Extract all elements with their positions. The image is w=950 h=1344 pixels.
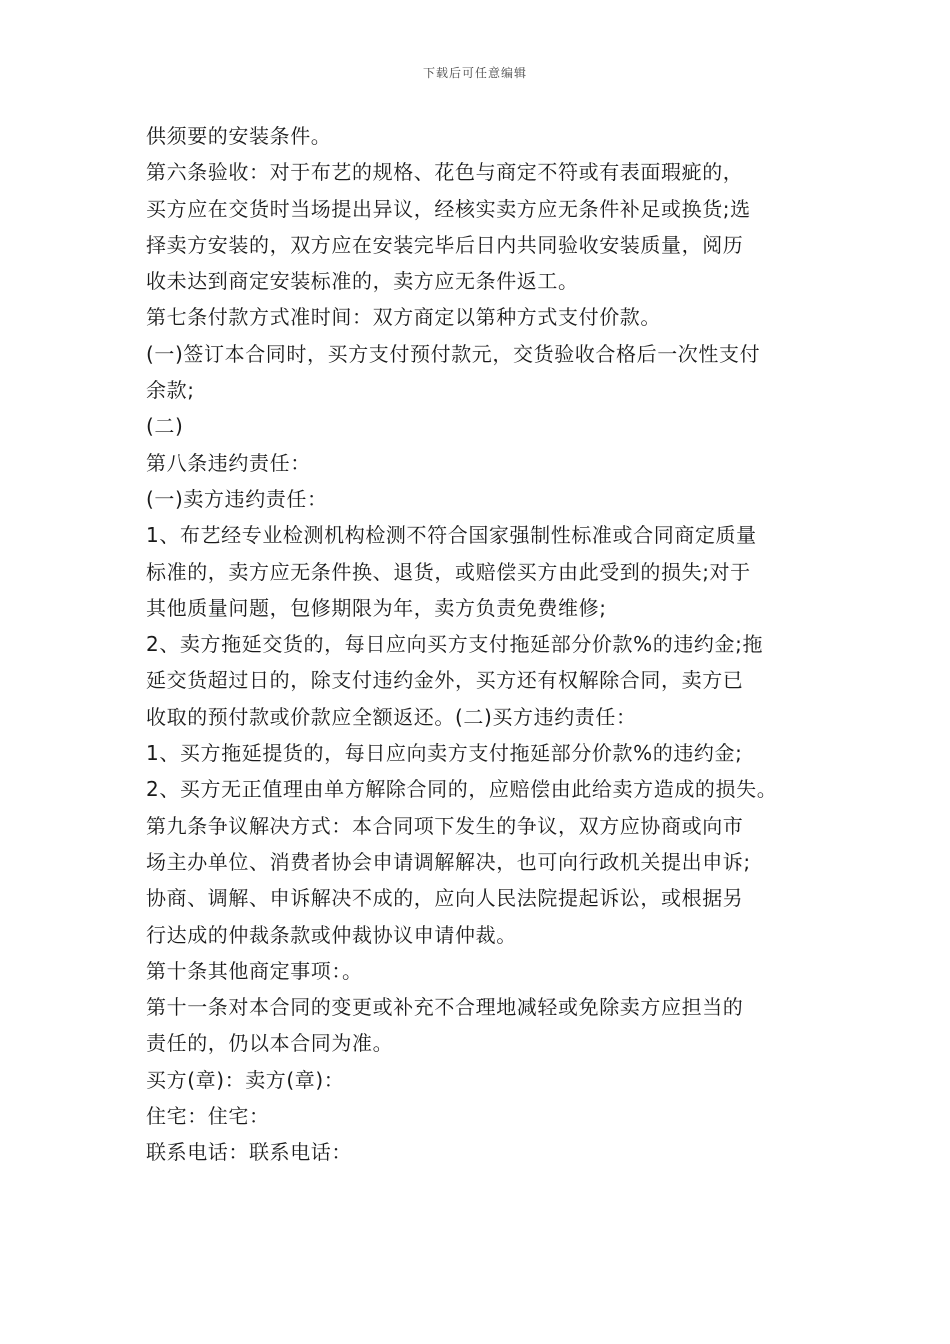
text-line: 第九条争议解决方式：本合同项下发生的争议，双方应协商或向市 [146,813,744,838]
text-line: 择卖方安装的，双方应在安装完毕后日内共同验收安装质量，阅历 [146,232,744,257]
text-line: 第七条付款方式准时间：双方商定以第种方式支付价款。 [146,305,661,330]
text-line: 场主办单位、消费者协会申请调解解决，也可向行政机关提出申诉; [146,849,751,874]
text-line: 延交货超过日的，除支付违约金外，买方还有权解除合同，卖方已 [146,668,744,693]
text-line: (一)卖方违约责任： [146,486,328,511]
text-line: 住宅：住宅： [146,1104,270,1129]
text-line: (二) [146,414,184,439]
text-line: 买方(章)：卖方(章)： [146,1067,345,1092]
text-line: 第十条其他商定事项：。 [146,958,363,983]
text-line: (一)签订本合同时，买方支付预付款元，交货验收合格后一次性支付 [146,341,761,366]
document-body [146,118,826,1171]
text-line: 买方应在交货时当场提出异议，经核实卖方应无条件补足或换货;选 [146,196,751,221]
page-header: 下载后可任意编辑 [422,66,527,80]
text-line: 责任的，仍以本合同为准。 [146,1031,394,1056]
text-line: 第十一条对本合同的变更或补充不合理地减轻或免除卖方应担当的 [146,995,744,1020]
text-line: 第六条验收：对于布艺的规格、花色与商定不符或有表面瑕疵的， [146,160,744,185]
text-line: 协商、调解、申诉解决不成的，应向人民法院提起诉讼，或根据另 [146,886,744,911]
text-line: 1、布艺经专业检测机构检测不符合国家强制性标准或合同商定质量 [146,523,757,548]
text-line: 2、买方无正值理由单方解除合同的，应赔偿由此给卖方造成的损失。 [146,777,778,802]
text-line: 联系电话：联系电话： [146,1140,352,1165]
text-line: 2、卖方拖延交货的，每日应向买方支付拖延部分价款%的违约金;拖 [146,632,764,657]
text-line: 收未达到商定安装标准的，卖方应无条件返工。 [146,269,579,294]
text-line: 其他质量问题，包修期限为年，卖方负责免费维修; [146,595,607,620]
text-line: 行达成的仲裁条款或仲裁协议申请仲裁。 [146,922,517,947]
text-line: 供须要的安装条件。 [146,124,332,148]
text-line: 第八条违约责任： [146,450,311,475]
text-line: 1、买方拖延提货的，每日应向卖方支付拖延部分价款%的违约金; [146,741,743,766]
text-line: 标准的，卖方应无条件换、退货，或赔偿买方由此受到的损失;对于 [146,559,751,584]
text-line: 余款; [146,378,195,403]
text-line: 收取的预付款或价款应全额返还。(二)买方违约责任： [146,704,637,729]
